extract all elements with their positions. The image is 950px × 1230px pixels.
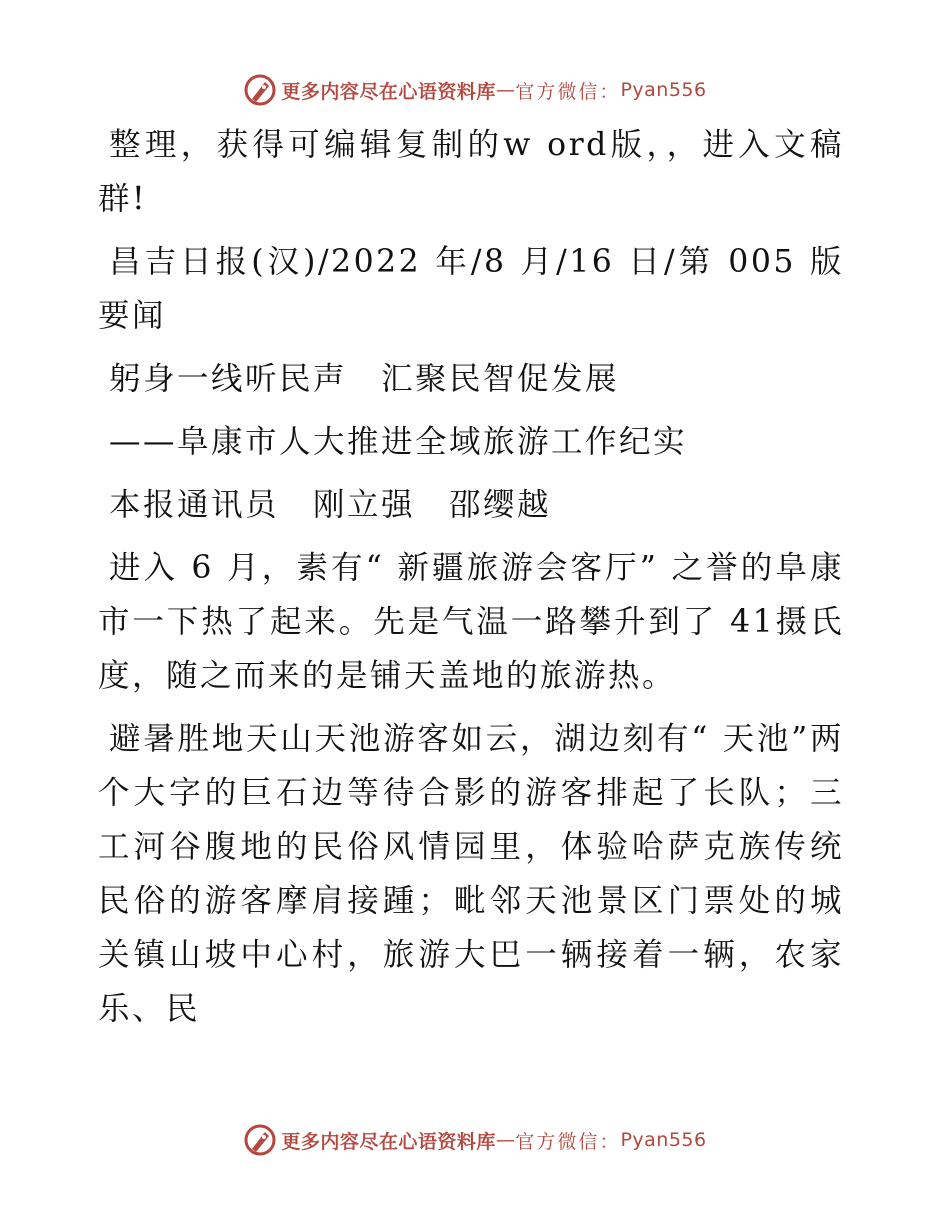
banner-site-text: 更多内容尽在心语资料库 <box>281 1130 496 1153</box>
body-paragraph: 进入 6 月，素有“ 新疆旅游会客厅” 之誉的阜康市一下热了起来。先是气温一路攀升到了 41摄氏度，随之而来的是铺天盖地的旅游热。 <box>98 550 844 694</box>
intro-note: 整理，获得可编辑复制的w ord版，，进入文稿群! <box>98 127 844 217</box>
body-paragraph: 避暑胜地天山天池游客如云，湖边刻有“ 天池”两个大字的巨石边等待合影的游客排起了长队；三工河谷腹地的民俗风情园里，体验哈萨克族传统民俗的游客摩肩接踵；毗邻天池景区门票处的城关镇山坡中心村，旅游大巴一辆接着一辆，农家乐、民 <box>98 721 844 1027</box>
article-subtitle: ——阜康市人大推进全域旅游工作纪实 <box>109 424 688 460</box>
header-banner <box>0 70 950 110</box>
byline: 本报通讯员 刚立强 邵缨越 <box>109 487 552 523</box>
banner-wechat-label: 官方微信： <box>515 1130 621 1153</box>
source-line: 昌吉日报(汉)/2022 年/8 月/16 日/第 005 版要闻 <box>98 244 844 334</box>
pen-nib-logo-icon <box>243 73 277 107</box>
banner-separator: — <box>495 79 516 101</box>
banner-separator: — <box>495 1129 516 1151</box>
banner-wechat-label: 官方微信： <box>515 80 621 103</box>
banner-wechat-id: Pyan556 <box>620 79 707 101</box>
footer-banner <box>0 1120 950 1160</box>
article-title: 躬身一线听民声 汇聚民智促发展 <box>109 361 620 397</box>
banner-site-text: 更多内容尽在心语资料库 <box>281 80 496 103</box>
pen-nib-logo-icon <box>243 1123 277 1157</box>
banner-wechat-id: Pyan556 <box>620 1129 707 1151</box>
document-body <box>98 118 844 1045</box>
